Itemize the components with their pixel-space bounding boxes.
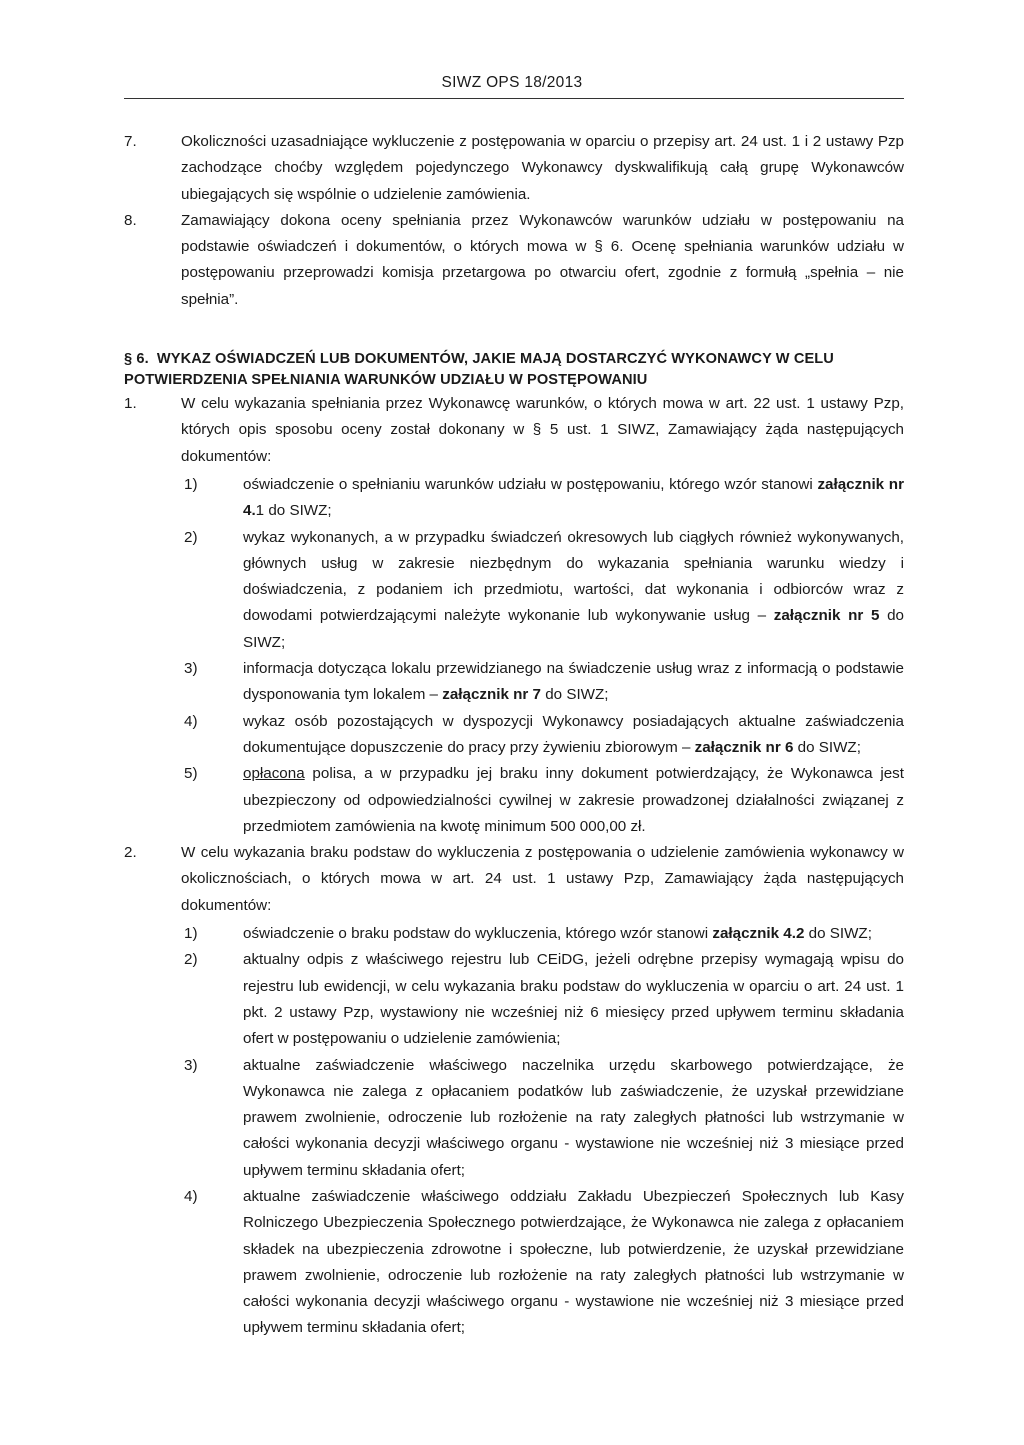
item-text: W celu wykazania braku podstaw do wykluczenia z postępowania o udzielenie zamówienia wykonawcy w okolicznościach, o których mowa w art. 24 ust. 1 ustawy Pzp, Zamawiający żąda następujących dokumentów: <box>181 844 904 914</box>
sub-item <box>124 709 904 762</box>
section-heading <box>124 349 904 391</box>
item-text: Okoliczności uzasadniające wykluczenie z postępowania w oparciu o przepisy art. 24 ust. 1 i 2 ustawy Pzp zachodzące choćby względem pojedynczego Wykonawcy dyskwalifikują całą grupę Wykonawców ubiegających się wspólnie o udzielenie zamówienia. <box>181 133 904 203</box>
sub-item <box>124 947 904 1052</box>
list-item-7 <box>124 129 904 208</box>
attachment-ref: załącznik nr 4. <box>243 475 904 520</box>
sub-item-number: 5) <box>184 765 198 783</box>
sub-item <box>124 761 904 840</box>
sub-item-text: aktualne zaświadczenie właściwego oddziału Zakładu Ubezpieczeń Społecznych lub Kasy Rolniczego Ubezpieczenia Społecznego potwierdzające, że Wykonawca nie zalega z opłacaniem składek na ubezpieczenia zdrowotne i społeczne, lub potwierdzenie, że uzyskał przewidziane prawem zwolnienie, odroczenie lub rozłożenie na raty zaległych płatności lub wstrzymanie w całości wykonania decyzji właściwego organu - wystawione nie wcześniej niż 3 miesiące przed upływem terminu składania ofert; <box>243 1187 904 1337</box>
header-divider <box>124 98 904 99</box>
list-item-point-2 <box>124 840 904 919</box>
sub-item-text-end: do SIWZ; <box>541 686 609 704</box>
item-number: 8. <box>124 211 137 229</box>
sub-item-text: aktualny odpis z właściwego rejestru lub CEiDG, jeżeli odrębne przepisy wymagają wpisu do rejestru lub ewidencji, w celu wykazania braku podstaw do wykluczenia w oparciu o art. 24 ust. 1 pkt. 2 ustawy Pzp, wystawiony nie wcześniej niż 6 miesięcy przed upływem terminu składania ofert w postępowaniu o udzielenie zamówienia; <box>243 951 904 1048</box>
sub-item-number: 3) <box>184 660 198 678</box>
item-text: W celu wykazania spełniania przez Wykonawcę warunków, o których mowa w art. 22 ust. 1 ustawy Pzp, których opis sposobu oceny został dokonany w § 5 ust. 1 SIWZ, Zamawiający żąda następujących dokumentów: <box>181 395 904 465</box>
sub-item-text: aktualne zaświadczenie właściwego naczelnika urzędu skarbowego potwierdzające, że Wykonawca nie zalega z opłacaniem podatków lub zaświadczenie, że uzyskał przewidziane prawem zwolnienie, odroczenie lub rozłożenie na raty zaległych płatności lub wstrzymanie w całości wykonania decyzji właściwego organu - wystawione nie wcześniej niż 3 miesiące przed upływem terminu składania ofert; <box>243 1056 904 1179</box>
document-body <box>124 129 904 1342</box>
sub-item <box>124 1184 904 1342</box>
sub-item-number: 2) <box>184 528 198 546</box>
sub-item-text-end: do SIWZ; <box>804 925 872 943</box>
sub-item-text-end: do SIWZ; <box>793 738 861 756</box>
attachment-ref: załącznik nr 6 <box>694 738 794 756</box>
section-sign: § 6. <box>124 351 149 368</box>
sub-item <box>124 525 904 656</box>
sub-item-number: 4) <box>184 712 198 730</box>
sub-item-text: wykaz osób pozostających w dyspozycji Wykonawcy posiadających aktualne zaświadczenia dokumentujące dopuszczenie do pracy przy żywieniu zbiorowym – <box>243 712 904 756</box>
item-number: 2. <box>124 844 137 862</box>
attachment-ref: załącznik 4.2 <box>712 925 805 943</box>
sub-item-text-end: do SIWZ; <box>243 607 905 651</box>
sub-item-text-end: 1 do SIWZ; <box>255 502 332 520</box>
item-number: 7. <box>124 133 137 150</box>
document-header <box>0 70 1024 96</box>
sub-item-number: 3) <box>184 1056 198 1074</box>
sub-item-number: 1) <box>184 925 198 943</box>
item-number: 1. <box>124 395 137 413</box>
document-reference: SIWZ OPS 18/2013 <box>441 74 583 91</box>
sub-item <box>124 1053 904 1184</box>
sub-item-text: informacja dotycząca lokalu przewidzianego na świadczenie usług wraz z informacją o podstawie dysponowania tym lokalem – <box>243 660 904 704</box>
list-item-8 <box>124 208 904 313</box>
section-title: WYKAZ OŚWIADCZEŃ LUB DOKUMENTÓW, JAKIE MAJĄ DOSTARCZYĆ WYKONAWCY W CELU POTWIERDZENIA SPEŁNIANIA WARUNKÓW UDZIAŁU W POSTĘPOWANIU <box>124 351 834 389</box>
sub-item-number: 1) <box>184 475 198 493</box>
sub-item <box>124 472 904 525</box>
sub-item-text: polisa, a w przypadku jej braku inny dokument potwierdzający, że Wykonawca jest ubezpieczony od odpowiedzialności cywilnej w zakresie prowadzonej działalności związanej z przedmiotem zamówienia na kwotę minimum 500 000,00 zł. <box>243 765 904 835</box>
sub-item-text: wykaz wykonanych, a w przypadku świadczeń okresowych lub ciągłych również wykonywanych, głównych usług w zakresie niezbędnym do wykazania spełniania warunku wiedzy i doświadczenia, z podaniem ich przedmiotu, wartości, dat wykonania i odbiorców wraz z dowodami potwierdzającymi należyte wykonanie lub wykonywanie usług – <box>243 528 904 625</box>
sub-item <box>124 921 904 947</box>
sub-item-number: 4) <box>184 1187 198 1205</box>
underlined-term: opłacona <box>243 765 305 783</box>
list-item-point-1 <box>124 391 904 470</box>
sub-item-number: 2) <box>184 951 198 969</box>
sub-item-text: oświadczenie o spełnianiu warunków udziału w postępowaniu, którego wzór stanowi <box>243 475 818 493</box>
attachment-ref: załącznik nr 7 <box>442 686 541 704</box>
sub-item-text: oświadczenie o braku podstaw do wykluczenia, którego wzór stanowi <box>243 925 713 943</box>
attachment-ref: załącznik nr 5 <box>773 607 880 625</box>
item-text: Zamawiający dokona oceny spełniania przez Wykonawców warunków udziału w postępowaniu na podstawie oświadczeń i dokumentów, o których mowa w § 6. Ocenę spełniania warunków udziału w postępowaniu przeprowadzi komisja przetargowa po otwarciu ofert, zgodnie z formułą „spełnia – nie spełnia”. <box>181 211 904 308</box>
sub-item <box>124 656 904 709</box>
